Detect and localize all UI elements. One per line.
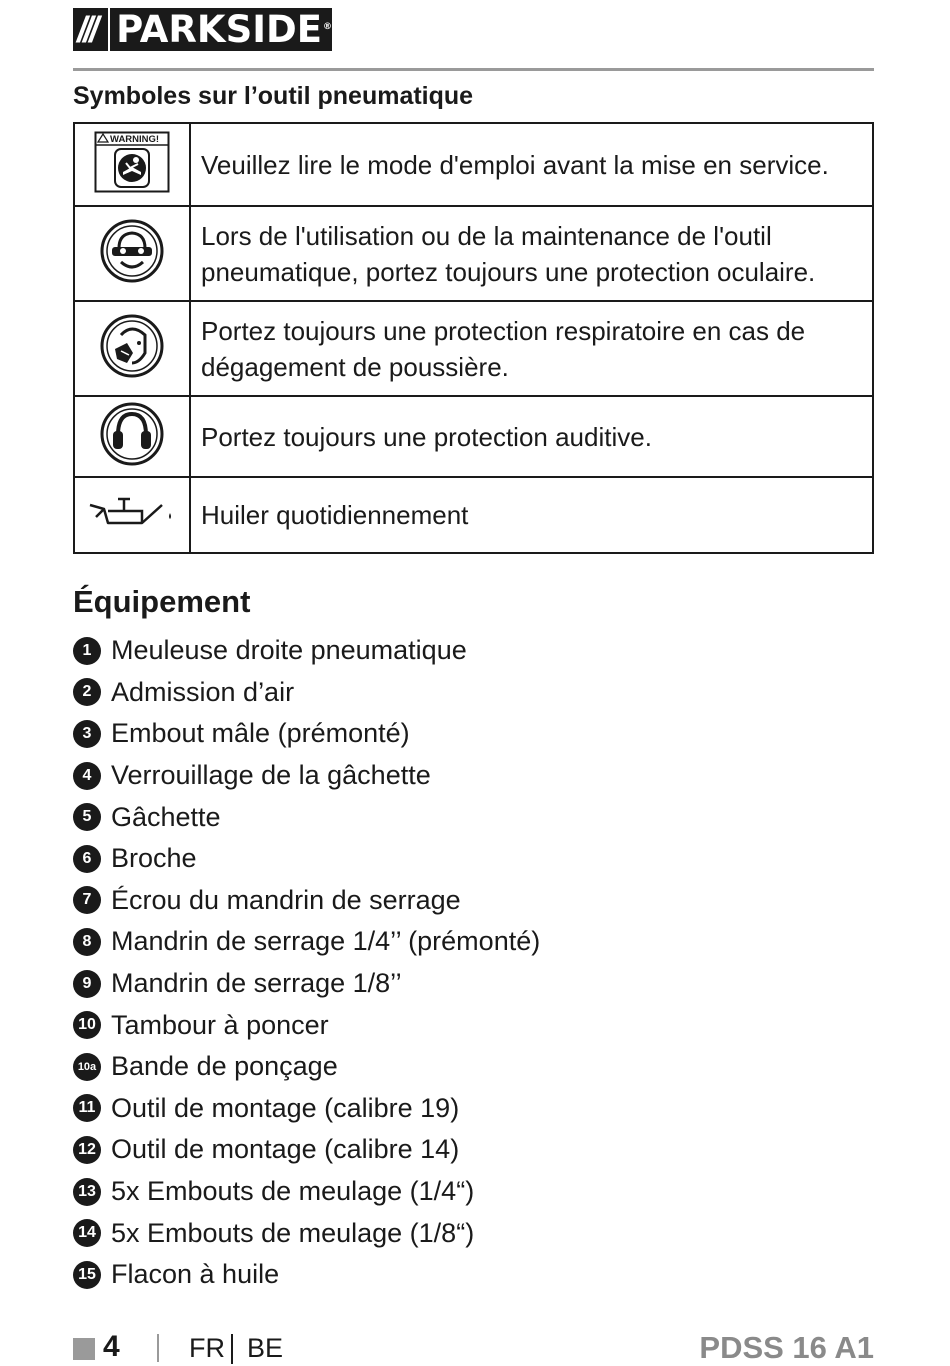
- list-item: [73, 1212, 540, 1254]
- item-label: Écrou du mandrin de serrage: [111, 884, 461, 915]
- item-number-badge: 8: [73, 928, 101, 956]
- page-footer: [73, 1330, 874, 1366]
- list-item: [73, 838, 540, 880]
- item-number-badge: 6: [73, 845, 101, 873]
- list-item: [73, 1046, 540, 1088]
- equipment-title: Équipement: [73, 584, 251, 619]
- footer-lang-fr: FR: [189, 1333, 225, 1363]
- symbol-row: [74, 396, 873, 477]
- item-number-badge: 1: [73, 637, 101, 665]
- item-number-badge: 11: [73, 1094, 101, 1122]
- warning-label: WARNING!: [110, 134, 160, 145]
- list-item: [73, 1171, 540, 1213]
- item-number-badge: 4: [73, 762, 101, 790]
- symbols-section-title: Symboles sur l’outil pneumatique: [73, 82, 474, 110]
- symbol-icon-cell: [74, 123, 190, 206]
- logo-slashes: ///: [77, 8, 96, 50]
- item-label: 5x Embouts de meulage (1/8“): [111, 1217, 475, 1248]
- logo-brand: [110, 8, 332, 51]
- item-label: Embout mâle (prémonté): [111, 718, 410, 749]
- read-manual-warning-icon: [94, 131, 170, 193]
- symbols-table: [73, 122, 874, 554]
- symbol-row: [74, 206, 873, 301]
- hearing-protection-icon: [99, 401, 165, 467]
- symbol-icon-cell: [74, 301, 190, 396]
- item-label: 5x Embouts de meulage (1/4“): [111, 1176, 475, 1207]
- item-number-badge: 3: [73, 720, 101, 748]
- model-number: PDSS 16 A1: [699, 1330, 874, 1365]
- symbol-icon-cell: [74, 396, 190, 477]
- item-label: Bande de ponçage: [111, 1051, 338, 1082]
- item-label: Broche: [111, 843, 197, 874]
- item-label: Tambour à poncer: [111, 1009, 329, 1040]
- respiratory-protection-icon: [99, 313, 165, 379]
- footer-square-marker: [73, 1338, 95, 1360]
- header-rule: [73, 68, 874, 71]
- list-item: [73, 963, 540, 1005]
- list-item: [73, 796, 540, 838]
- item-label: Outil de montage (calibre 14): [111, 1134, 460, 1165]
- list-item: [73, 1129, 540, 1171]
- item-label: Mandrin de serrage 1/4’’ (prémonté): [111, 926, 541, 957]
- footer-lang-be: BE: [247, 1333, 284, 1363]
- item-number-badge: 5: [73, 803, 101, 831]
- list-item: [73, 1254, 540, 1296]
- item-number-badge: 2: [73, 678, 101, 706]
- item-label: Gâchette: [111, 801, 221, 832]
- parkside-logo: [73, 8, 332, 51]
- oil-can-icon: [86, 493, 178, 533]
- eye-protection-icon: [99, 218, 165, 284]
- list-item: [73, 880, 540, 922]
- item-label: Verrouillage de la gâchette: [111, 760, 431, 791]
- list-item: [73, 713, 540, 755]
- item-number-badge: 10a: [73, 1053, 101, 1081]
- item-number-badge: 14: [73, 1219, 101, 1247]
- item-number-badge: 10: [73, 1011, 101, 1039]
- symbol-text: Portez toujours une protection auditive.: [190, 396, 873, 477]
- page-number: 4: [103, 1330, 120, 1363]
- item-number-badge: 15: [73, 1261, 101, 1289]
- footer-divider: [157, 1334, 159, 1362]
- item-number-badge: 13: [73, 1178, 101, 1206]
- logo-brand-text: PARKSIDE: [116, 8, 322, 51]
- symbol-row: [74, 301, 873, 396]
- symbol-text: Lors de l'utilisation ou de la maintenance de l'outil pneumatique, portez toujours une protection oculaire.: [190, 206, 873, 301]
- item-number-badge: 9: [73, 970, 101, 998]
- item-label: Admission d’air: [111, 676, 295, 707]
- item-label: Flacon à huile: [111, 1259, 280, 1290]
- item-label: Mandrin de serrage 1/8’’: [111, 968, 402, 999]
- logo-registered: ®: [323, 21, 332, 32]
- symbol-text: Veuillez lire le mode d'emploi avant la mise en service.: [190, 123, 873, 206]
- list-item: [73, 1088, 540, 1130]
- item-label: Meuleuse droite pneumatique: [111, 635, 467, 666]
- list-item: [73, 921, 540, 963]
- list-item: [73, 755, 540, 797]
- symbol-text: Portez toujours une protection respiratoire en cas de dégagement de poussière.: [190, 301, 873, 396]
- symbol-icon-cell: [74, 477, 190, 553]
- item-number-badge: 12: [73, 1136, 101, 1164]
- list-item: [73, 672, 540, 714]
- list-item: [73, 1004, 540, 1046]
- symbol-row: [74, 123, 873, 206]
- symbol-row: [74, 477, 873, 553]
- symbol-icon-cell: [74, 206, 190, 301]
- item-number-badge: 7: [73, 886, 101, 914]
- symbol-text: Huiler quotidiennement: [190, 477, 873, 553]
- footer-lang-divider: [231, 1334, 233, 1364]
- item-label: Outil de montage (calibre 19): [111, 1092, 460, 1123]
- list-item: [73, 630, 540, 672]
- equipment-list: [73, 630, 540, 1296]
